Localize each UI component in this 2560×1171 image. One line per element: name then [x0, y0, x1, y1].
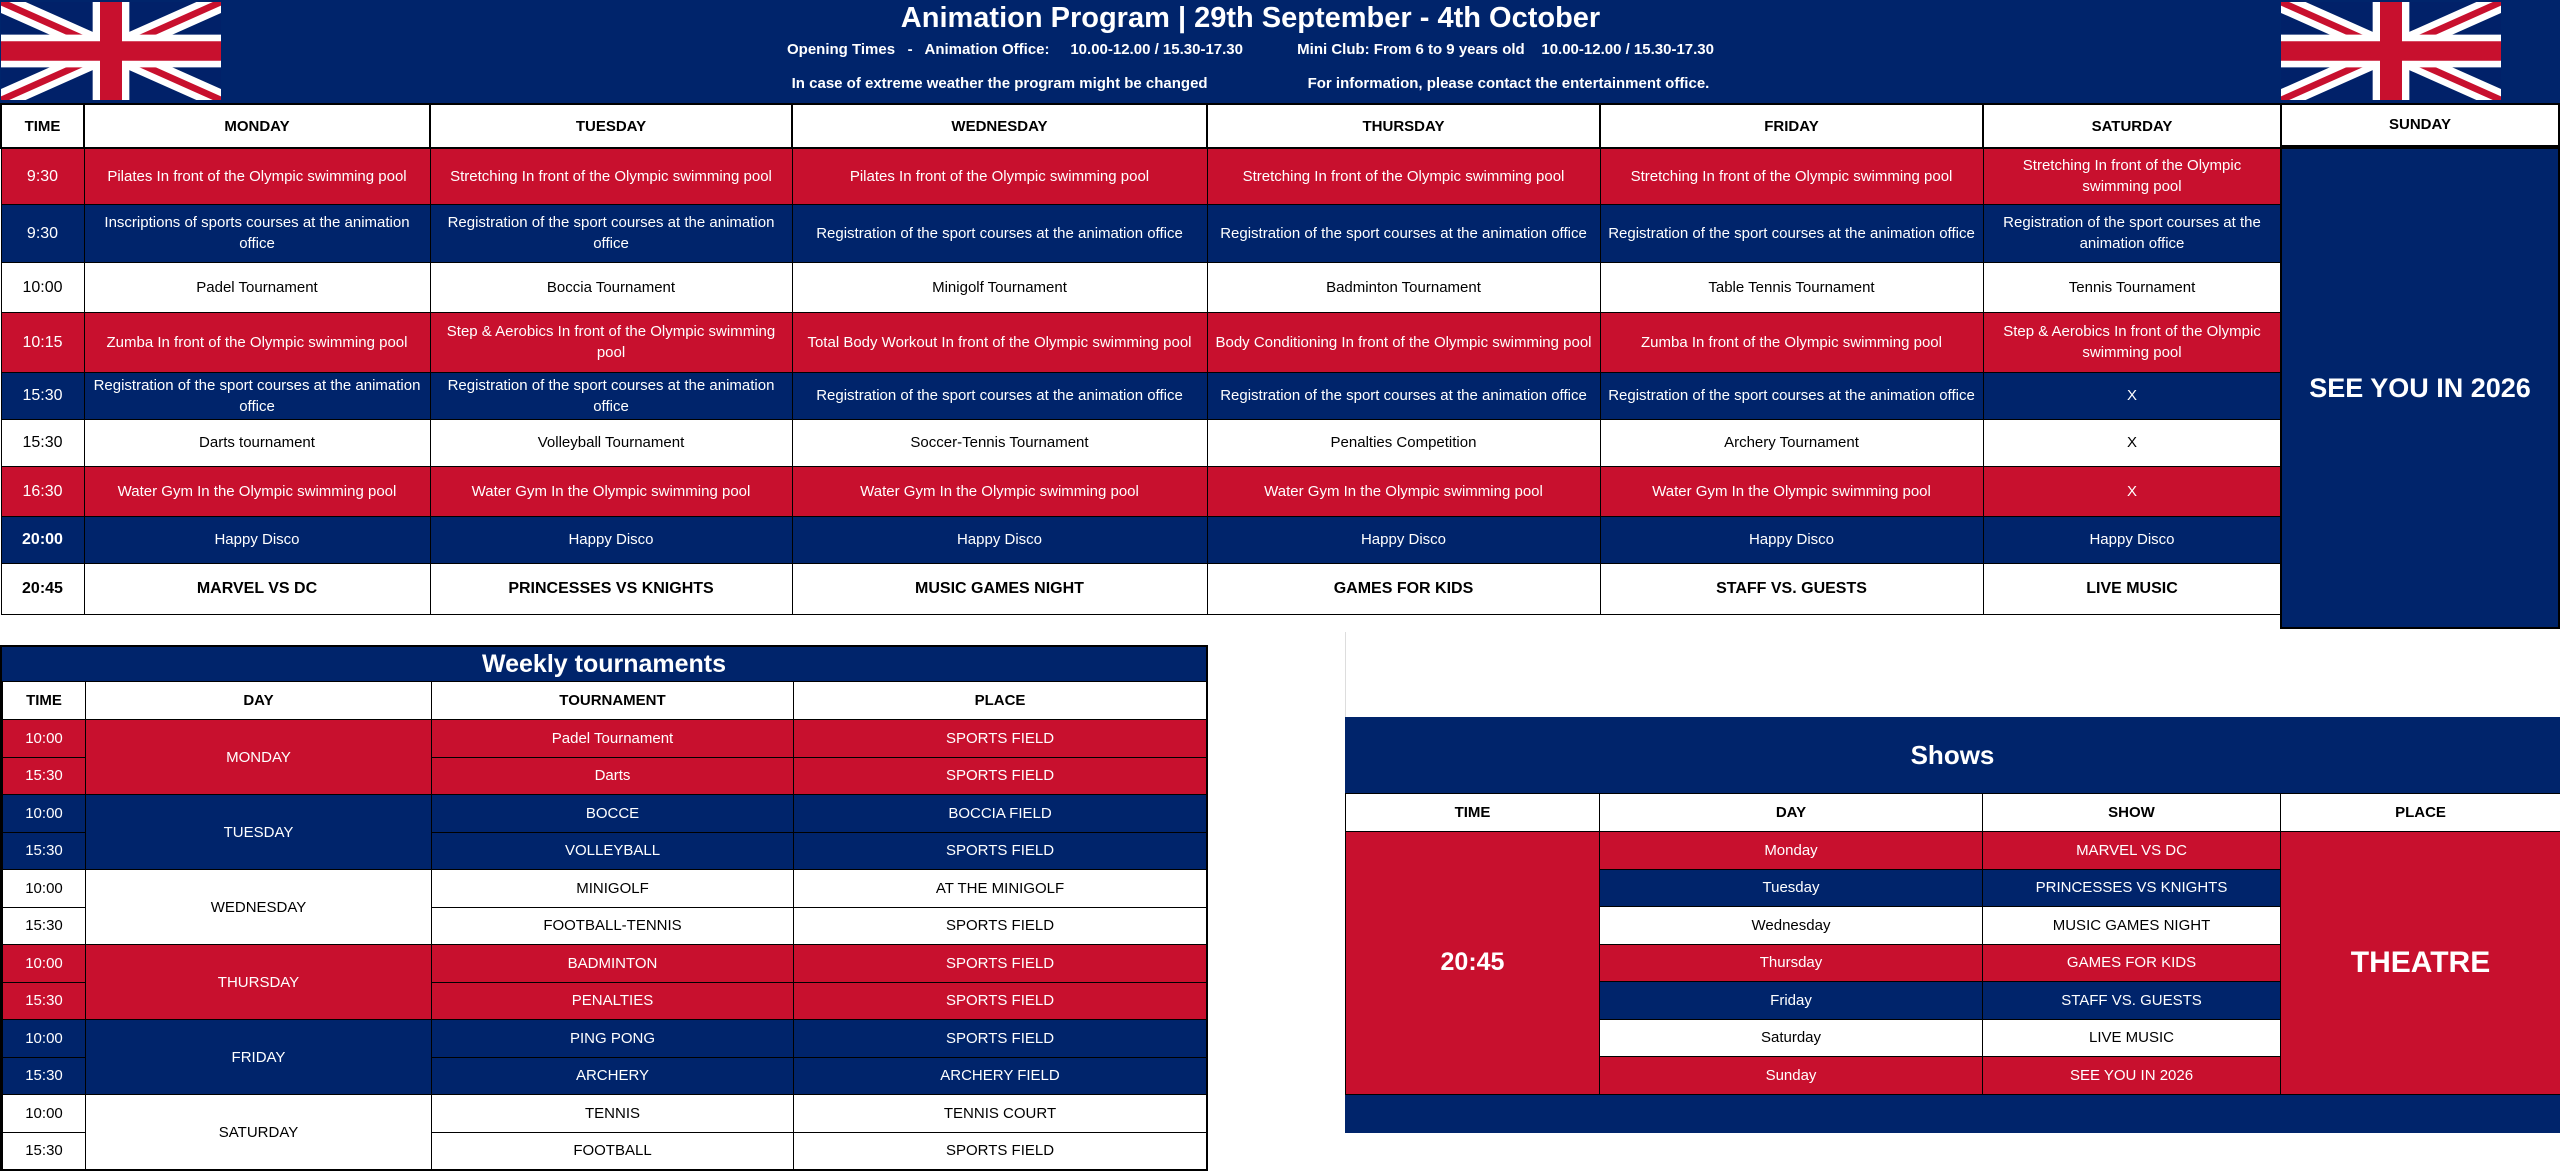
activity-cell: Padel Tournament — [84, 262, 430, 312]
tournament-name: FOOTBALL-TENNIS — [432, 907, 794, 945]
tournament-header-place: PLACE — [794, 682, 1207, 720]
activity-cell: Happy Disco — [792, 516, 1207, 563]
activity-cell: Stretching In front of the Olympic swimming pool — [1207, 148, 1600, 204]
activity-cell: Water Gym In the Olympic swimming pool — [430, 466, 792, 516]
tournament-name: MINIGOLF — [432, 870, 794, 908]
show-name: SEE YOU IN 2026 — [1983, 1057, 2281, 1095]
activity-cell: Body Conditioning In front of the Olympic swimming pool — [1207, 312, 1600, 372]
activity-cell: Table Tennis Tournament — [1600, 262, 1983, 312]
show-day: Saturday — [1600, 1019, 1983, 1057]
activity-cell: Inscriptions of sports courses at the animation office — [84, 204, 430, 262]
tournament-place: SPORTS FIELD — [794, 757, 1207, 795]
tournament-row — [3, 1020, 1207, 1058]
shows-header-show: SHOW — [1983, 794, 2281, 832]
tournament-name: TENNIS — [432, 1095, 794, 1133]
activity-cell: Registration of the sport courses at the animation office — [430, 372, 792, 419]
tournament-time: 10:00 — [3, 870, 86, 908]
tournament-day: WEDNESDAY — [86, 870, 432, 945]
time-cell: 15:30 — [1, 372, 84, 419]
page-header — [0, 0, 2560, 103]
activity-cell: Darts tournament — [84, 419, 430, 466]
page-title: Animation Program | 29th September - 4th October — [900, 2, 1601, 34]
tournament-time: 15:30 — [3, 907, 86, 945]
time-cell: 10:00 — [1, 262, 84, 312]
spacer — [1345, 632, 2560, 717]
show-name: GAMES FOR KIDS — [1983, 944, 2281, 982]
activity-cell: Registration of the sport courses at the animation office — [84, 372, 430, 419]
schedule-row — [1, 204, 2281, 262]
show-day: Monday — [1600, 832, 1983, 870]
tournament-name: VOLLEYBALL — [432, 832, 794, 870]
activity-cell: Registration of the sport courses at the animation office — [792, 204, 1207, 262]
column-header-monday: MONDAY — [84, 104, 430, 148]
activity-cell: Step & Aerobics In front of the Olympic swimming pool — [430, 312, 792, 372]
activity-cell: Penalties Competition — [1207, 419, 1600, 466]
activity-cell: Water Gym In the Olympic swimming pool — [84, 466, 430, 516]
activity-cell: Boccia Tournament — [430, 262, 792, 312]
tournament-place: SPORTS FIELD — [794, 945, 1207, 983]
activity-cell: Badminton Tournament — [1207, 262, 1600, 312]
tournament-place: SPORTS FIELD — [794, 832, 1207, 870]
show-day: Tuesday — [1600, 869, 1983, 907]
schedule-row — [1, 516, 2281, 563]
activity-cell: MARVEL VS DC — [84, 563, 430, 614]
tournament-time: 10:00 — [3, 720, 86, 758]
activity-cell: Registration of the sport courses at the animation office — [792, 372, 1207, 419]
column-header-wednesday: WEDNESDAY — [792, 104, 1207, 148]
shows-title: Shows — [1345, 717, 2560, 793]
activity-cell: Happy Disco — [1600, 516, 1983, 563]
tournament-time: 10:00 — [3, 1095, 86, 1133]
column-header-time: TIME — [1, 104, 84, 148]
column-header-friday: FRIDAY — [1600, 104, 1983, 148]
activity-cell: Pilates In front of the Olympic swimming pool — [792, 148, 1207, 204]
tournament-name: FOOTBALL — [432, 1132, 794, 1170]
sunday-message: SEE YOU IN 2026 — [2280, 147, 2560, 629]
show-name: LIVE MUSIC — [1983, 1019, 2281, 1057]
tournament-day: SATURDAY — [86, 1095, 432, 1170]
activity-cell: Happy Disco — [84, 516, 430, 563]
activity-cell: GAMES FOR KIDS — [1207, 563, 1600, 614]
tournaments-title: Weekly tournaments — [2, 647, 1206, 681]
activity-cell: X — [1983, 372, 2281, 419]
tournament-time: 10:00 — [3, 1020, 86, 1058]
tournament-time: 10:00 — [3, 945, 86, 983]
activity-cell: X — [1983, 419, 2281, 466]
tournament-day: THURSDAY — [86, 945, 432, 1020]
activity-cell: Stretching In front of the Olympic swimming pool — [1600, 148, 1983, 204]
activity-cell: Water Gym In the Olympic swimming pool — [1600, 466, 1983, 516]
tournament-place: ARCHERY FIELD — [794, 1057, 1207, 1095]
activity-cell: Minigolf Tournament — [792, 262, 1207, 312]
activity-cell: Step & Aerobics In front of the Olympic swimming pool — [1983, 312, 2281, 372]
schedule-row — [1, 148, 2281, 204]
activity-cell: Water Gym In the Olympic swimming pool — [792, 466, 1207, 516]
activity-cell: LIVE MUSIC — [1983, 563, 2281, 614]
weekly-schedule — [0, 103, 2280, 629]
tournament-place: SPORTS FIELD — [794, 907, 1207, 945]
weekly-tournaments — [0, 645, 1208, 1171]
activity-cell: Registration of the sport courses at the animation office — [1207, 372, 1600, 419]
info-line: In case of extreme weather the program might be changed For information, please contact the entertainment office. — [791, 75, 1710, 92]
opening-times: Opening Times - Animation Office: 10.00-12.00 / 15.30-17.30 Mini Club: From 6 to 9 years old 10.00-12.00 / 15.30-17.30 — [786, 41, 1714, 58]
time-cell: 9:30 — [1, 148, 84, 204]
activity-cell: STAFF VS. GUESTS — [1600, 563, 1983, 614]
time-cell: 10:15 — [1, 312, 84, 372]
activity-cell: Stretching In front of the Olympic swimming pool — [430, 148, 792, 204]
shows-header-day: DAY — [1600, 794, 1983, 832]
uk-flag-icon — [1, 2, 221, 100]
activity-cell: Stretching In front of the Olympic swimming pool — [1983, 148, 2281, 204]
activity-cell: X — [1983, 466, 2281, 516]
show-name: STAFF VS. GUESTS — [1983, 982, 2281, 1020]
schedule-row — [1, 563, 2281, 614]
tournament-row — [3, 870, 1207, 908]
activity-cell: Total Body Workout In front of the Olympic swimming pool — [792, 312, 1207, 372]
tournament-row — [3, 1095, 1207, 1133]
uk-flag-icon — [2281, 2, 2501, 100]
activity-cell: MUSIC GAMES NIGHT — [792, 563, 1207, 614]
show-time: 20:45 — [1346, 832, 1600, 1095]
activity-cell: Happy Disco — [1207, 516, 1600, 563]
shows-header-place: PLACE — [2281, 794, 2560, 832]
tournament-header-day: DAY — [86, 682, 432, 720]
time-cell: 20:45 — [1, 563, 84, 614]
tournament-day: MONDAY — [86, 720, 432, 795]
tournament-header-time: TIME — [3, 682, 86, 720]
time-cell: 20:00 — [1, 516, 84, 563]
activity-cell: Volleyball Tournament — [430, 419, 792, 466]
show-name: MARVEL VS DC — [1983, 832, 2281, 870]
show-day: Friday — [1600, 982, 1983, 1020]
show-name: PRINCESSES VS KNIGHTS — [1983, 869, 2281, 907]
show-row — [1346, 832, 2560, 870]
tournament-time: 15:30 — [3, 1132, 86, 1170]
column-header-saturday: SATURDAY — [1983, 104, 2281, 148]
tournament-time: 15:30 — [3, 757, 86, 795]
show-day: Wednesday — [1600, 907, 1983, 945]
schedule-row — [1, 419, 2281, 466]
tournament-name: Darts — [432, 757, 794, 795]
shows-table — [1345, 717, 2560, 1132]
activity-cell: Zumba In front of the Olympic swimming pool — [84, 312, 430, 372]
activity-cell: Registration of the sport courses at the animation office — [1983, 204, 2281, 262]
show-day: Thursday — [1600, 944, 1983, 982]
shows-header-time: TIME — [1346, 794, 1600, 832]
show-place: THEATRE — [2281, 832, 2560, 1095]
schedule-row — [1, 372, 2281, 419]
schedule-row — [1, 262, 2281, 312]
tournament-place: AT THE MINIGOLF — [794, 870, 1207, 908]
tournament-time: 10:00 — [3, 795, 86, 833]
time-cell: 9:30 — [1, 204, 84, 262]
activity-cell: Registration of the sport courses at the animation office — [1207, 204, 1600, 262]
tournament-name: Padel Tournament — [432, 720, 794, 758]
time-cell: 16:30 — [1, 466, 84, 516]
tournament-time: 15:30 — [3, 982, 86, 1020]
tournament-name: PENALTIES — [432, 982, 794, 1020]
tournament-place: SPORTS FIELD — [794, 1020, 1207, 1058]
activity-cell: Registration of the sport courses at the animation office — [430, 204, 792, 262]
activity-cell: Soccer-Tennis Tournament — [792, 419, 1207, 466]
tournament-time: 15:30 — [3, 832, 86, 870]
tournament-place: BOCCIA FIELD — [794, 795, 1207, 833]
activity-cell: Archery Tournament — [1600, 419, 1983, 466]
activity-cell: Pilates In front of the Olympic swimming pool — [84, 148, 430, 204]
tournament-row — [3, 795, 1207, 833]
column-header-tuesday: TUESDAY — [430, 104, 792, 148]
activity-cell: Zumba In front of the Olympic swimming pool — [1600, 312, 1983, 372]
tournament-day: TUESDAY — [86, 795, 432, 870]
tournament-name: BOCCE — [432, 795, 794, 833]
activity-cell: Water Gym In the Olympic swimming pool — [1207, 466, 1600, 516]
activity-cell: Happy Disco — [430, 516, 792, 563]
column-header-thursday: THURSDAY — [1207, 104, 1600, 148]
tournament-header-tournament: TOURNAMENT — [432, 682, 794, 720]
sunday-header: SUNDAY — [2280, 103, 2560, 147]
tournament-name: BADMINTON — [432, 945, 794, 983]
activity-cell: Registration of the sport courses at the animation office — [1600, 372, 1983, 419]
tournament-name: ARCHERY — [432, 1057, 794, 1095]
show-name: MUSIC GAMES NIGHT — [1983, 907, 2281, 945]
tournament-place: SPORTS FIELD — [794, 1132, 1207, 1170]
tournament-place: TENNIS COURT — [794, 1095, 1207, 1133]
activity-cell: Registration of the sport courses at the animation office — [1600, 204, 1983, 262]
tournament-row — [3, 720, 1207, 758]
schedule-row — [1, 312, 2281, 372]
tournament-day: FRIDAY — [86, 1020, 432, 1095]
activity-cell: Tennis Tournament — [1983, 262, 2281, 312]
tournament-place: SPORTS FIELD — [794, 720, 1207, 758]
activity-cell: Happy Disco — [1983, 516, 2281, 563]
tournament-row — [3, 945, 1207, 983]
time-cell: 15:30 — [1, 419, 84, 466]
show-day: Sunday — [1600, 1057, 1983, 1095]
activity-cell: PRINCESSES VS KNIGHTS — [430, 563, 792, 614]
tournament-name: PING PONG — [432, 1020, 794, 1058]
schedule-row — [1, 466, 2281, 516]
shows-footer-bar — [1345, 1095, 2560, 1133]
tournament-time: 15:30 — [3, 1057, 86, 1095]
tournament-place: SPORTS FIELD — [794, 982, 1207, 1020]
